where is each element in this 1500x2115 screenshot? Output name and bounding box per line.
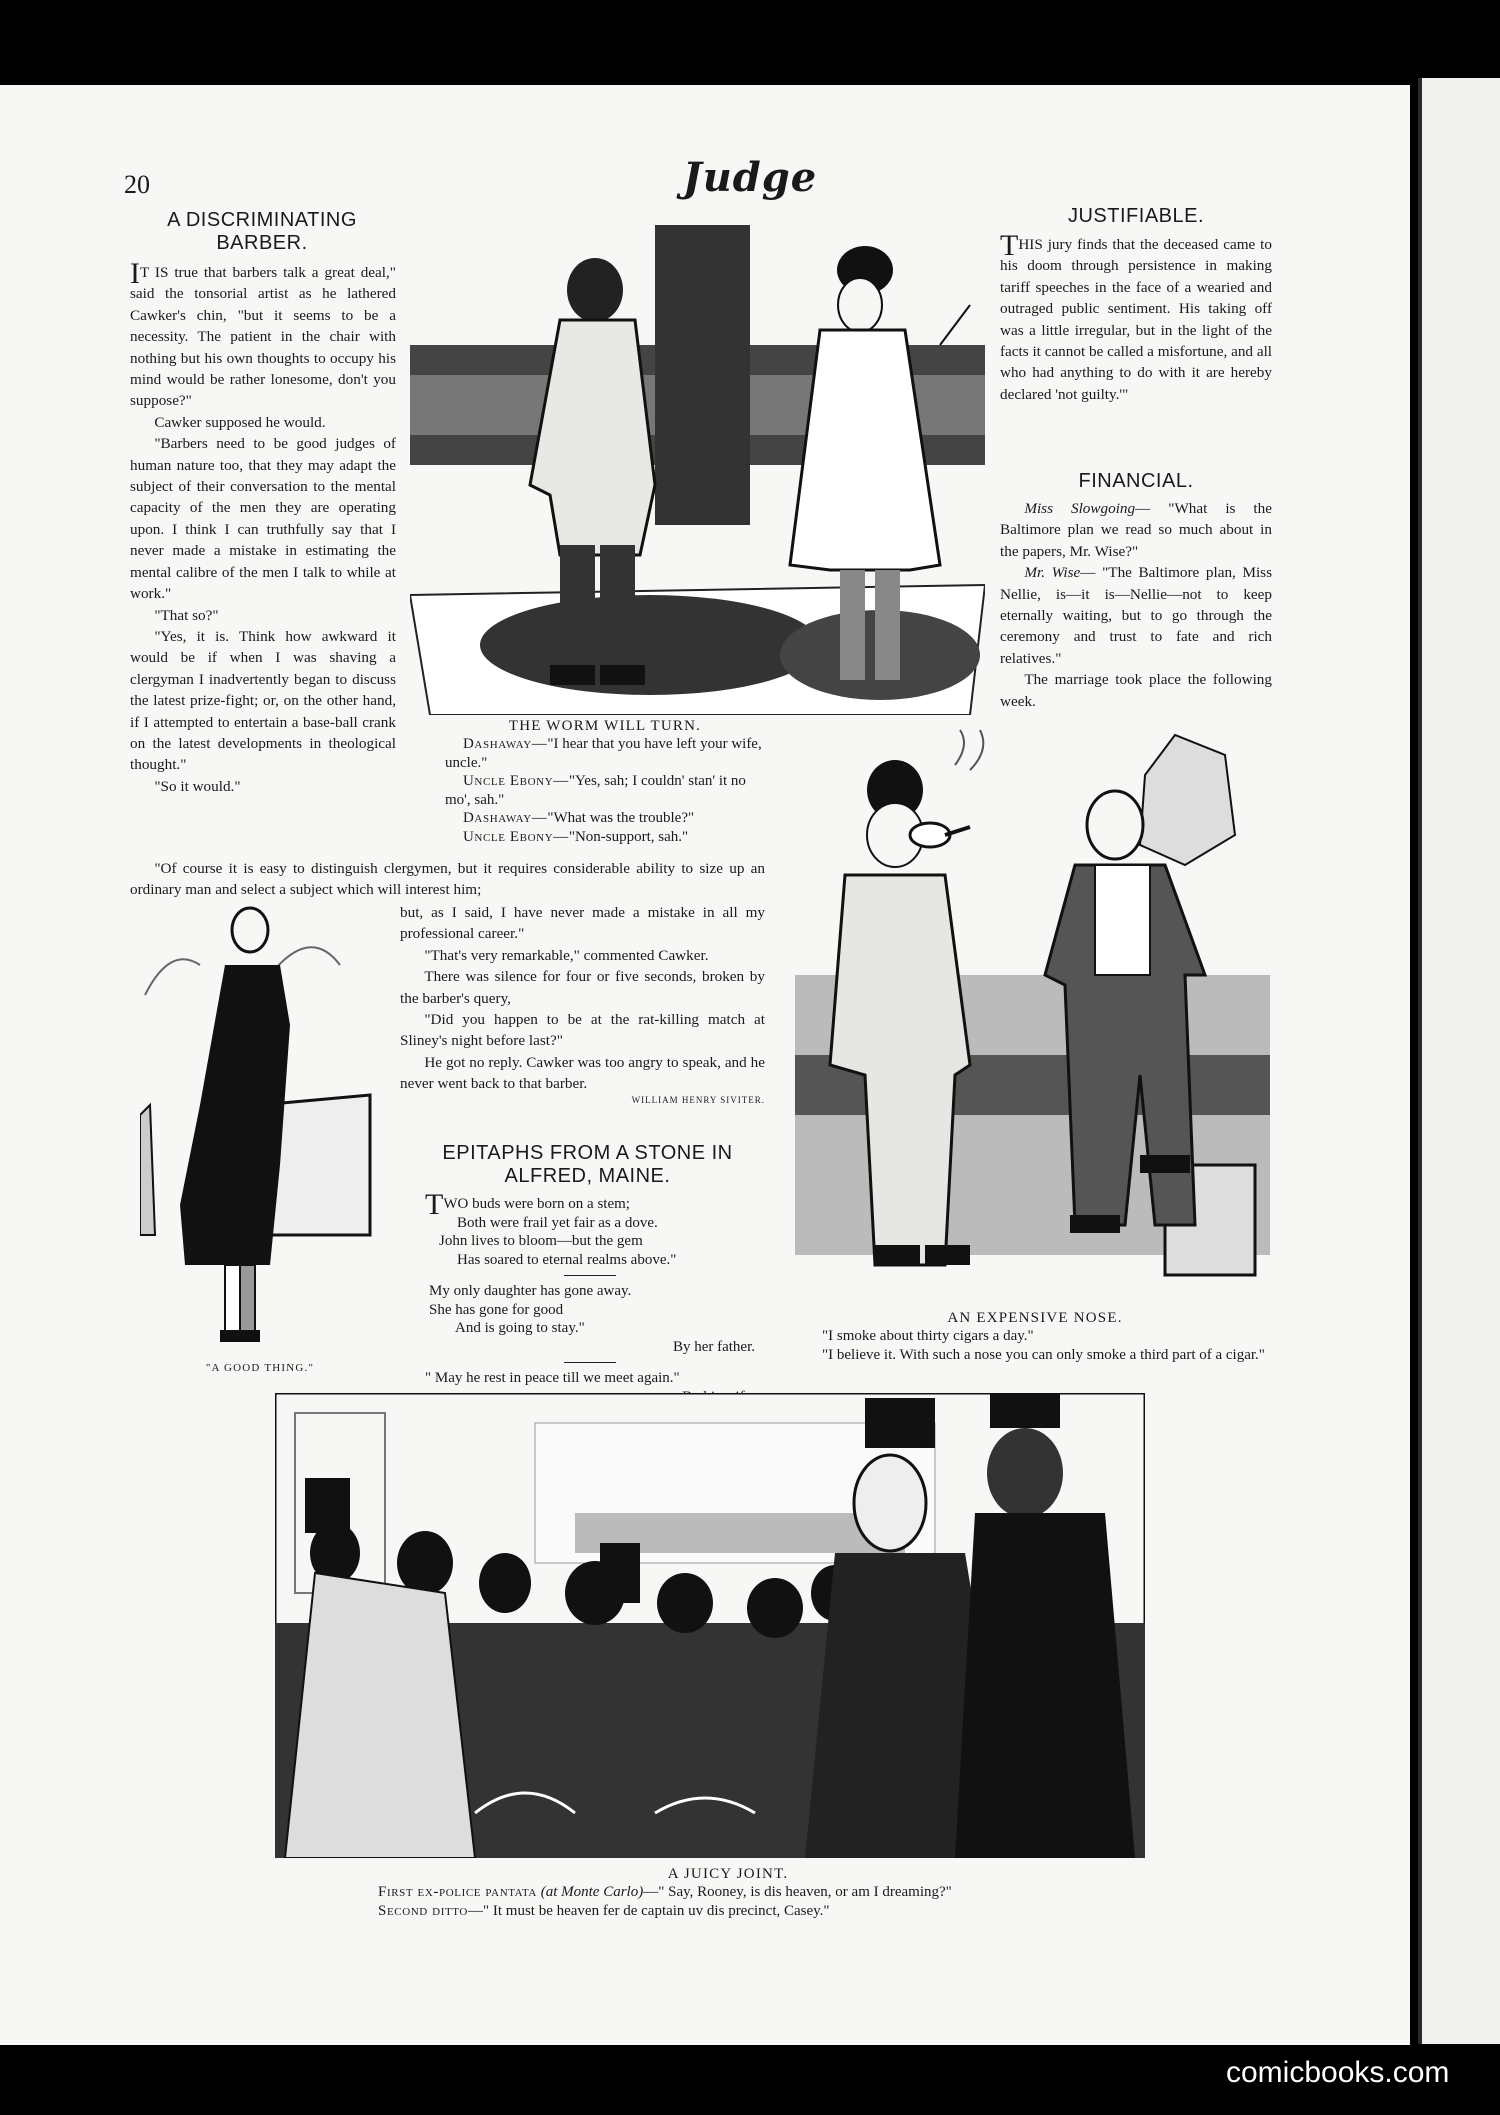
barber-paragraph-5: "Yes, it is. Think how awkward it would be if when I was shaving a clergyman I inadvertently began to discuss the latest prize-fight; or, on the other hand, if I attempted to entertain a base-ball crank on the latest developments in theological thought." [130,627,396,774]
epitaph-verse-2-line-3: And is going to stay." [455,1320,585,1336]
barber-paragraph-3: "Barbers need to be good judges of human nature too, that they may adapt the subject of their conversation to the mental capacity of the men they are operating upon. I think I can truthfully say that I never made a mistake in estimating the mental calibre of the men I talk to while at work." [130,435,396,603]
juicy-caption-title: A JUICY JOINT. [667,1866,789,1882]
juicy-joint-illustration-art [275,1393,1145,1858]
epitaph-divider-1 [564,1275,616,1276]
financial-line-2: — "The Baltimore plan, Miss Nellie, is—it is—Nellie—not to keep eternally waiting, but to go through the ceremony and trust to fate and rich relatives." [1000,564,1272,667]
worm-caption-block [445,718,765,846]
good-thing-illustration [140,905,380,1355]
financial-line-1: — "What is the Baltimore plan we read so much about in the papers, Mr. Wise?" [1000,500,1272,560]
worm-line-2: "Yes, sah; I couldn' stan' it no mo', sah." [445,773,746,808]
juicy-line-2: —" It must be heaven fer de captain uv dis precinct, Casey." [467,1902,830,1919]
juicy-line-1: —" Say, Rooney, is dis heaven, or am I dreaming?" [643,1884,952,1900]
barber-paragraph-7b: but, as I said, I have never made a mistake in all my professional career." [400,904,765,943]
juicy-speaker-1: First ex-police pantata [378,1884,537,1900]
justifiable-text: HIS jury finds that the deceased came to his doom through persistence in making tariff speeches in the face of a wearied and outraged public sentiment. His taking off was a little irregular, but in the light of the facts it cannot be called a misfortune, and all who had anything to do with it are hereby declared 'not guilty.'" [1000,236,1273,403]
barber-paragraph-11: He got no reply. Cawker was too angry to speak, and he never went back to that barber. [400,1053,765,1093]
worm-speaker-4: Uncle Ebony— [463,828,569,845]
next-page-edge [1418,78,1500,2044]
nose-illustration-art [795,725,1270,1307]
financial-line-3: The marriage took place the following week. [1000,671,1272,710]
barber-signature: WILLIAM HENRY SIVITER. [631,1094,765,1105]
epitaph-verse-2-line-1: My only daughter has gone away. [429,1283,632,1299]
financial-speaker-2: Mr. Wise [1024,564,1081,582]
good-thing-caption: "A GOOD THING." [205,1362,315,1374]
epitaphs-title: EPITAPHS FROM A STONE IN ALFRED, MAINE. [442,1142,733,1187]
barber-paragraph-10: "Did you happen to be at the rat-killing match at Sliney's night before last?" [400,1011,765,1050]
epitaph-verse-1-line-4: Has soared to eternal realms above." [457,1251,677,1268]
nose-caption-title: AN EXPENSIVE NOSE. [947,1310,1123,1326]
epitaph-verse-2-line-2: She has gone for good [429,1301,564,1318]
worm-caption-title: THE WORM WILL TURN. [508,718,702,734]
expensive-nose-illustration [795,725,1270,1307]
nose-caption-block [795,1310,1275,1364]
epitaph-divider-2 [564,1362,616,1363]
barber-paragraph-2: Cawker supposed he would. [154,413,326,431]
watermark-text: comicbooks.com [1226,2056,1450,2089]
worm-speaker-2: Uncle Ebony— [463,773,569,789]
barber-paragraph-9: There was silence for four or five seconds, broken by the barber's query, [400,968,765,1007]
good-thing-illustration-art [140,905,380,1355]
barber-paragraph-1: T IS true that barbers talk a great deal," said the tonsorial artist as he lathered Cawker's chin, "but it seems to be a necessity. The patient in the chair with nothing but his own thoughts to occupy his mind would be rather lonesome, don't you suppose?" [130,264,396,410]
epitaph-verse-2-signature: By her father. [672,1338,755,1355]
drop-cap: I [130,257,140,290]
juicy-caption-block [378,1866,1078,1920]
financial-block [1000,498,1272,712]
page-number: 20 [124,170,150,199]
barber-title: A DISCRIMINATING BARBER. [167,209,357,254]
financial-title: FINANCIAL. [1078,470,1194,492]
barber-paragraph-8: "That's very remarkable," commented Cawker. [424,946,709,964]
juicy-joint-illustration [275,1393,1145,1858]
epitaph-verse-1-line-3: John lives to bloom—but the gem [439,1233,643,1249]
worm-illustration-art [410,225,985,715]
worm-speaker-1: Dashaway— [463,736,548,752]
juicy-speaker-1-note: (at Monte Carlo) [540,1884,644,1900]
epitaphs-block [425,1188,755,1406]
masthead-logo: Judge [682,154,818,201]
justifiable-title: JUSTIFIABLE. [1067,205,1205,227]
epitaph-drop-cap: T [425,1188,444,1221]
juicy-speaker-2: Second ditto [378,1902,468,1919]
nose-line-1: "I smoke about thirty cigars a day." [822,1328,1034,1344]
worm-line-4: "Non-support, sah." [568,828,689,845]
justifiable-drop-cap: T [1000,229,1019,262]
epitaph-verse-1-line-1: WO buds were born on a stem; [443,1196,630,1212]
worm-will-turn-illustration [410,225,985,715]
barber-paragraph-4: "That so?" [154,606,219,624]
barber-paragraph-7: "Of course it is easy to distinguish clergymen, but it requires considerable ability to size up an ordinary man and select a subject which will interest him; [130,860,765,899]
barber-paragraph-6: "So it would." [154,777,241,795]
worm-speaker-3: Dashaway— [463,810,548,826]
justifiable-block [1000,229,1273,405]
barber-column-1 [130,257,396,797]
epitaph-verse-1-line-2: Both were frail yet fair as a dove. [457,1214,658,1231]
barber-paragraph-7-wrap [130,858,765,901]
barber-column-2 [400,902,765,1105]
financial-speaker-1: Miss Slowgoing [1024,500,1136,517]
epitaph-verse-3-line-1: " May he rest in peace till we meet again." [425,1370,680,1386]
worm-line-3: "What was the trouble?" [547,810,695,826]
nose-line-2: "I believe it. With such a nose you can only smoke a third part of a cigar." [822,1346,1265,1363]
worm-line-1: "I hear that you have left your wife, uncle." [445,736,762,771]
